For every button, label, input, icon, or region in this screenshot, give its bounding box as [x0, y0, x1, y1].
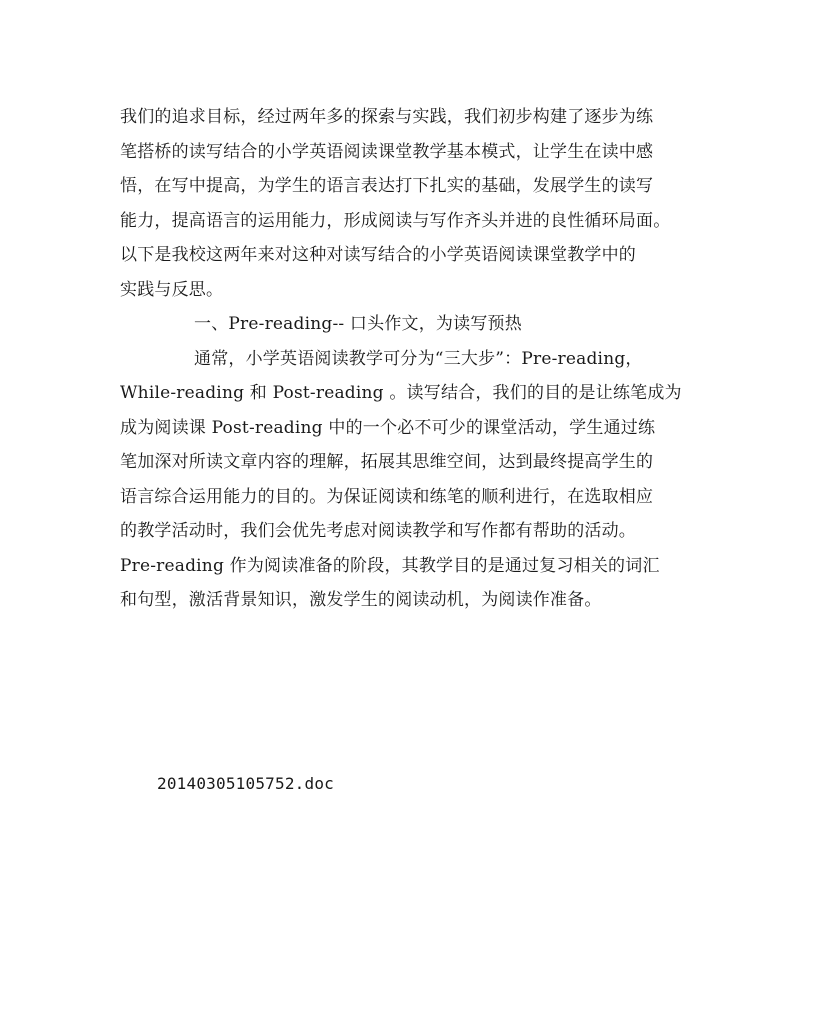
text-line: 以下是我校这两年来对这种对读写结合的小学英语阅读课堂教学中的: [120, 245, 636, 265]
text-line: 能力，提高语言的运用能力，形成阅读与写作齐头并进的良性循环局面。: [120, 210, 671, 231]
paragraph-intro: [120, 100, 700, 307]
footer-filename: 20140305105752.doc: [157, 774, 334, 793]
text-line: 通常，小学英语阅读教学可分为“三大步”：Pre-reading，: [194, 348, 643, 369]
section-heading: 一、Pre-reading-- 口头作文，为读写预热: [194, 314, 522, 334]
text-line: 和句型，激活背景知识，激发学生的阅读动机，为阅读作准备。: [120, 590, 602, 610]
document-body: [120, 100, 700, 618]
text-line: 语言综合运用能力的目的。为保证阅读和练笔的顺利进行，在选取相应: [120, 486, 654, 507]
text-line: 我们的追求目标，经过两年多的探索与实践，我们初步构建了逐步为练: [120, 107, 654, 127]
text-line: 笔搭桥的读写结合的小学英语阅读课堂教学基本模式，让学生在读中感: [120, 141, 654, 162]
paragraph-pre-reading: [120, 342, 700, 618]
text-line: 实践与反思。: [120, 279, 224, 300]
text-line: 笔加深对所读文章内容的理解，拓展其思维空间，达到最终提高学生的: [120, 452, 654, 472]
text-line: Pre-reading 作为阅读准备的阶段，其教学目的是通过复习相关的词汇: [120, 555, 660, 576]
text-line: 悟，在写中提高，为学生的语言表达打下扎实的基础，发展学生的读写: [120, 176, 654, 196]
text-line: 成为阅读课 Post-reading 中的一个必不可少的课堂活动，学生通过练: [120, 417, 656, 438]
text-line: While-reading 和 Post-reading 。读写结合，我们的目的是让练笔成为: [120, 383, 682, 403]
text-line: 的教学活动时，我们会优先考虑对阅读教学和写作都有帮助的活动。: [120, 521, 636, 541]
